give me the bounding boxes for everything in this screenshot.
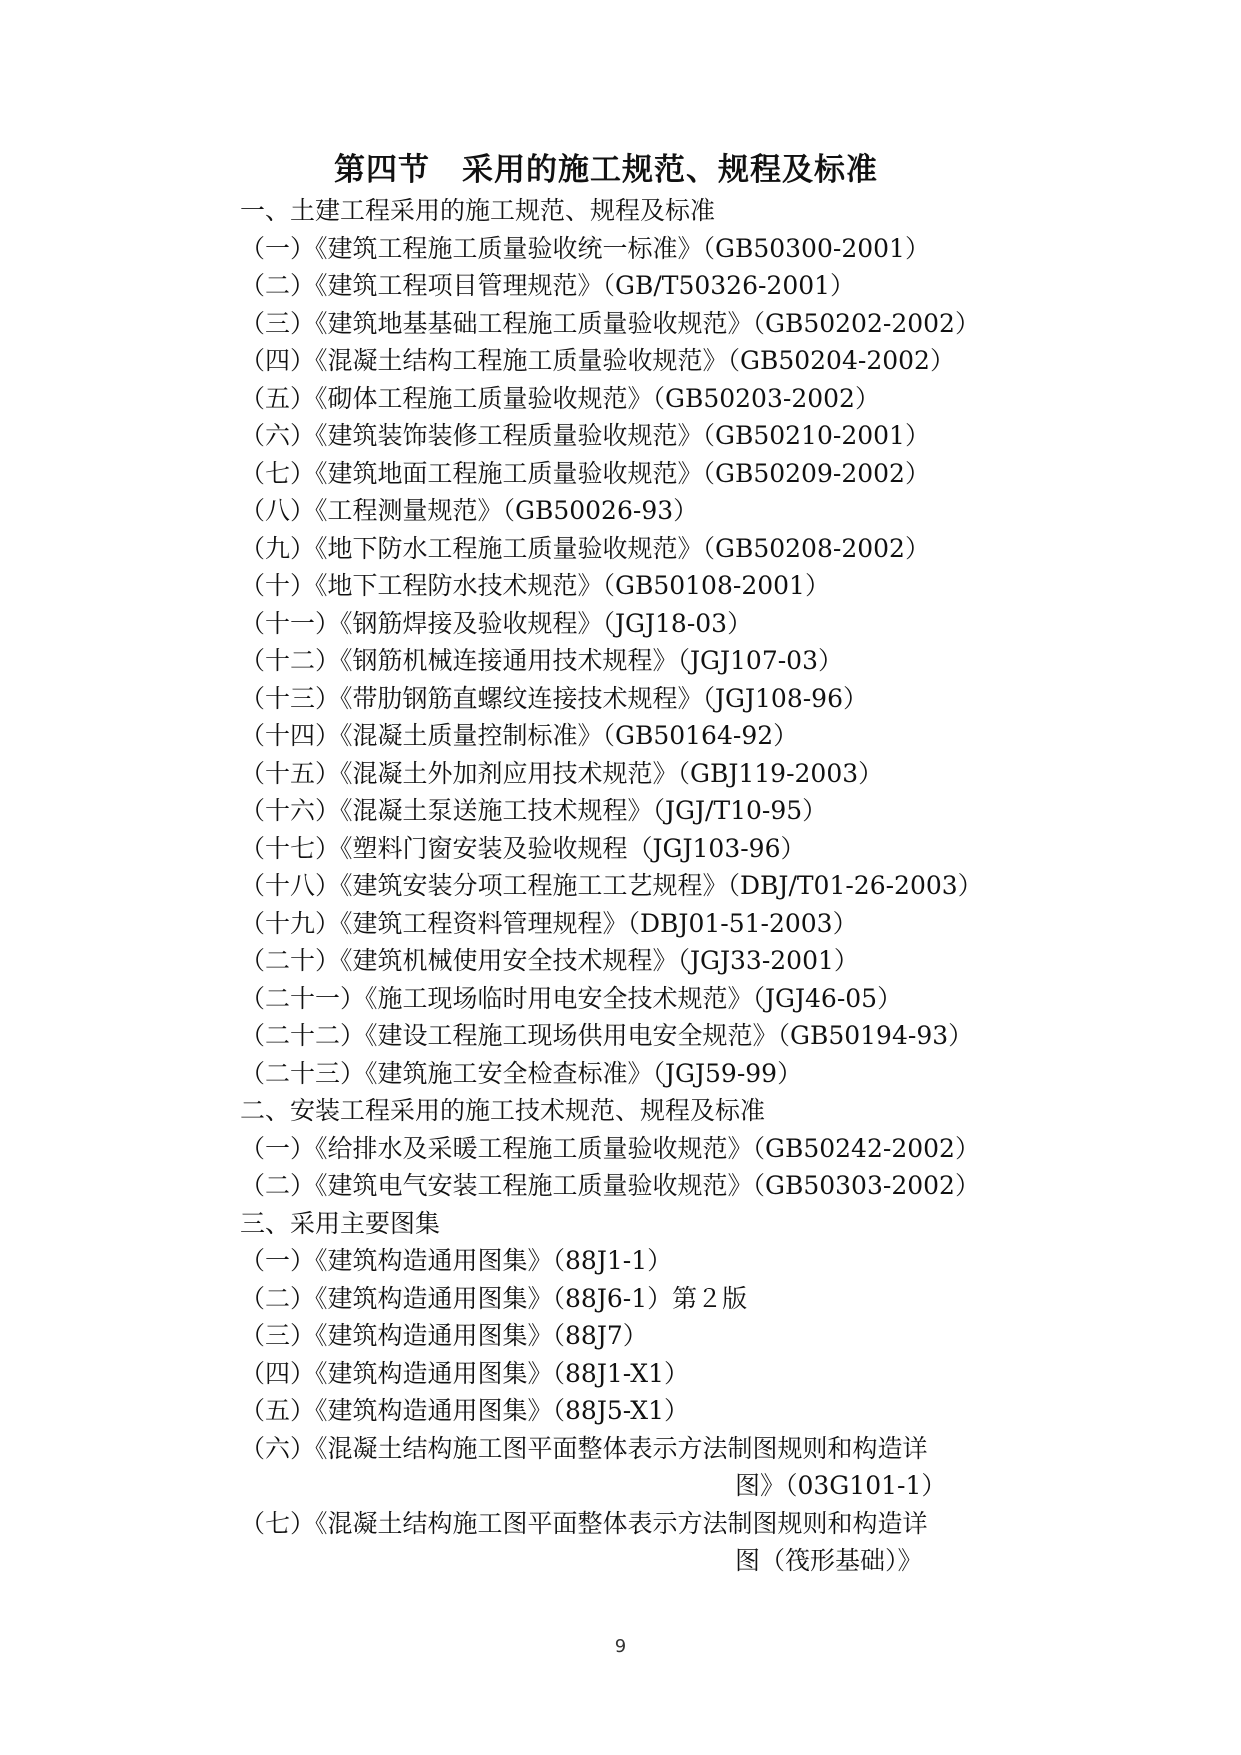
list-item: （二）《建筑工程项目管理规范》（GB/T50326-2001） (240, 271, 856, 300)
section-heading: 一、土建工程采用的施工规范、规程及标准 (240, 196, 716, 225)
list-item: （十八）《建筑安装分项工程施工工艺规程》（DBJ/T01-26-2003） (240, 871, 983, 900)
list-item: （三）《建筑地基基础工程施工质量验收规范》（GB50202-2002） (240, 308, 980, 338)
list-item: （十一）《钢筋焊接及验收规程》（JGJ18-03） (240, 608, 753, 638)
list-item-continuation: 图》（03G101-1） (735, 1471, 947, 1500)
list-item: （九）《地下防水工程施工质量验收规范》（GB50208-2002） (240, 533, 930, 563)
list-item: （一）《建筑构造通用图集》（88J1-1） (240, 1246, 673, 1275)
list-item: （七）《建筑地面工程施工质量验收规范》（GB50209-2002） (240, 458, 930, 488)
list-item: （十二）《钢筋机械连接通用技术规程》（JGJ107-03） (240, 646, 843, 675)
list-item: （一）《给排水及采暖工程施工质量验收规范》（GB50242-2002） (240, 1133, 980, 1163)
list-item: （十四）《混凝土质量控制标准》（GB50164-92） (240, 721, 799, 750)
list-item: （四）《混凝土结构工程施工质量验收规范》（GB50204-2002） (240, 346, 955, 375)
page-number: 9 (614, 1636, 627, 1657)
list-item: （二十一）《施工现场临时用电安全技术规范》（JGJ46-05） (240, 983, 903, 1013)
list-item-continuation: 图（筏形基础）》 (735, 1546, 923, 1575)
list-item: （十七）《塑料门窗安装及验收规程（JGJ103-96） (240, 833, 806, 863)
list-item: （五）《砌体工程施工质量验收规范》（GB50203-2002） (240, 383, 880, 413)
list-item: （六）《混凝土结构施工图平面整体表示方法制图规则和构造详 (240, 1433, 928, 1463)
list-item: （十三）《带肋钢筋直螺纹连接技术规程》（JGJ108-96） (240, 683, 868, 713)
list-item: （二十三）《建筑施工安全检查标准》（JGJ59-99） (240, 1058, 803, 1088)
list-item: （六）《建筑装饰装修工程质量验收规范》（GB50210-2001） (240, 421, 930, 450)
list-item: （二十）《建筑机械使用安全技术规程》（JGJ33-2001） (240, 946, 859, 975)
list-item: （十六）《混凝土泵送施工技术规程》（JGJ/T10-95） (240, 796, 828, 825)
list-item: （四）《建筑构造通用图集》（88J1-X1） (240, 1358, 690, 1388)
list-item: （一）《建筑工程施工质量验收统一标准》（GB50300-2001） (240, 233, 930, 263)
list-item: （十）《地下工程防水技术规范》（GB50108-2001） (240, 571, 830, 600)
section-title: 第四节 采用的施工规范、规程及标准 (334, 152, 878, 188)
list-item: （二十二）《建设工程施工现场供用电安全规范》（GB50194-93） (240, 1021, 974, 1050)
section-heading: 二、安装工程采用的施工技术规范、规程及标准 (240, 1096, 766, 1125)
list-item: （七）《混凝土结构施工图平面整体表示方法制图规则和构造详 (240, 1508, 928, 1538)
list-item: （五）《建筑构造通用图集》（88J5-X1） (240, 1396, 690, 1425)
list-item: （十九）《建筑工程资料管理规程》（DBJ01-51-2003） (240, 908, 858, 938)
list-item: （十五）《混凝土外加剂应用技术规范》（GBJ119-2003） (240, 758, 884, 788)
standards-list (240, 192, 1140, 1580)
list-item: （三）《建筑构造通用图集》（88J7） (240, 1321, 648, 1350)
list-item: （二）《建筑构造通用图集》（88J6-1）第２版 (240, 1283, 748, 1313)
section-heading: 三、采用主要图集 (240, 1208, 441, 1238)
list-item: （八）《工程测量规范》（GB50026-93） (240, 496, 699, 525)
list-item: （二）《建筑电气安装工程施工质量验收规范》（GB50303-2002） (240, 1171, 980, 1200)
